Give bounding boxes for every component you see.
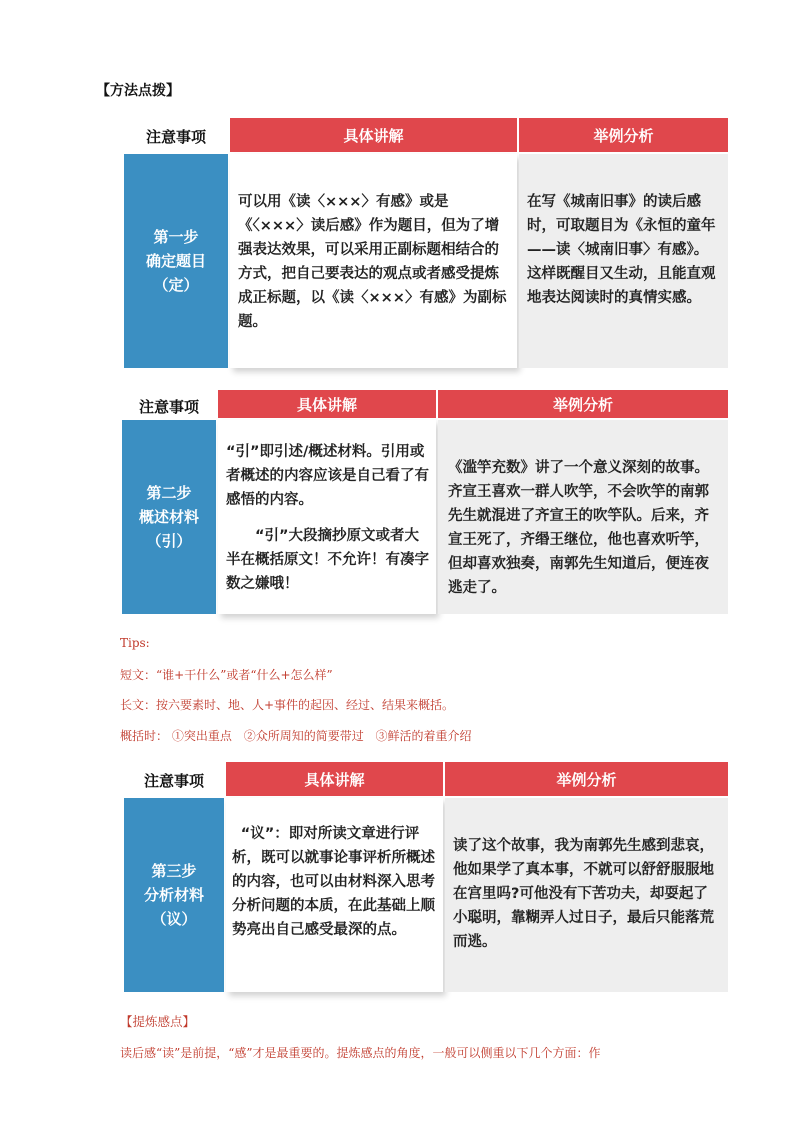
tips-line-long: 长文：按六要素时、地、人+事件的起因、经过、结果来概括。	[120, 698, 455, 712]
tips-summary-prefix: 概括时：	[120, 729, 169, 743]
step-line: 确定题目	[145, 252, 206, 270]
table1-col1-header: 注意事项	[145, 128, 206, 146]
table3-example-cell	[445, 798, 728, 992]
table2-step-cell	[122, 420, 216, 614]
tips-line-short: 短文：“谁+干什么”或者“什么+怎么样”	[120, 668, 333, 682]
step-line: （定）	[153, 276, 199, 294]
example-text: 《滥竽充数》讲了一个意义深刻的故事。齐宣王喜欢一群人吹竽，不会吹竽的南郭先生就混进了齐宣王的吹竽队。后来，齐宣王死了，齐缗王继位，他也喜欢听竽，但却喜欢独奏，南郭先生知道后，便连夜逃走了。	[448, 460, 709, 596]
explanation-text: 可以用《读〈×××〉有感》或是《〈×××〉读后感》作为题目，但为了增强表达效果，可以采用正副标题相结合的方式，把自己要表达的观点或者感受提炼成正标题，以《读〈×××〉有感》为副标题。	[238, 194, 507, 330]
section-title: 【方法点拨】	[96, 83, 180, 99]
table3-step-cell	[124, 798, 224, 992]
explanation-text: “引”大段摘抄原文或者大半在概括原文！不允许！有凑字数之嫌哦！	[226, 528, 429, 592]
explanation-text: “议”：即对所读文章进行评析，既可以就事论事评析所概述的内容，也可以由材料深入思考分析问题的本质，在此基础上顺势亮出自己感受最深的点。	[232, 826, 435, 938]
step-line: 第三步	[151, 862, 197, 880]
step-line: （引）	[146, 532, 192, 550]
table2-col1-header: 注意事项	[138, 398, 199, 416]
table3-col3-header: 举例分析	[445, 762, 728, 796]
table3-explanation-cell	[226, 798, 443, 992]
tips-summary-item: ②众所周知的简要带过	[243, 729, 364, 743]
bottom-paragraph: 读后感“读”是前提，“感”才是最重要的。提炼感点的角度，一般可以侧重以下几个方面：作	[120, 1046, 601, 1060]
table2-col3-header: 举例分析	[438, 390, 728, 418]
step-line: 分析材料	[143, 886, 204, 904]
step-line: 概述材料	[138, 508, 199, 526]
step-line: 第一步	[153, 228, 199, 246]
tips-heading: Tips:	[120, 636, 150, 650]
table1-step-cell	[124, 154, 228, 368]
table2-example-cell	[438, 420, 728, 614]
example-text: 在写《城南旧事》的读后感时，可取题目为《永恒的童年——读〈城南旧事〉有感》。这样既醒目又生动，且能直观地表达阅读时的真情实感。	[527, 194, 716, 306]
step-line: （议）	[151, 910, 197, 928]
table3-col1-header: 注意事项	[143, 772, 204, 790]
tips-summary-item: ③鲜活的着重介绍	[375, 729, 472, 743]
table1-explanation-cell	[230, 154, 517, 368]
table1-col2-header: 具体讲解	[230, 118, 517, 152]
example-text: 读了这个故事，我为南郭先生感到悲哀，他如果学了真本事，不就可以舒舒服服地在宫里吗?可他没有下苦功夫，却耍起了小聪明，靠糊弄人过日子，最后只能落荒而逃。	[453, 838, 714, 950]
table2-col2-header: 具体讲解	[218, 390, 436, 418]
tips-line-summary	[120, 727, 472, 744]
step-line: 第二步	[146, 484, 192, 502]
explanation-text: “引”即引述/概述材料。引用或者概述的内容应该是自己看了有感悟的内容。	[226, 444, 429, 508]
table2-explanation-cell	[218, 420, 436, 614]
tips-summary-item: ①突出重点	[171, 729, 232, 743]
table3-col2-header: 具体讲解	[226, 762, 443, 796]
table1-example-cell	[519, 154, 728, 368]
table1-col3-header: 举例分析	[519, 118, 728, 152]
section2-title: 【提炼感点】	[120, 1014, 196, 1029]
